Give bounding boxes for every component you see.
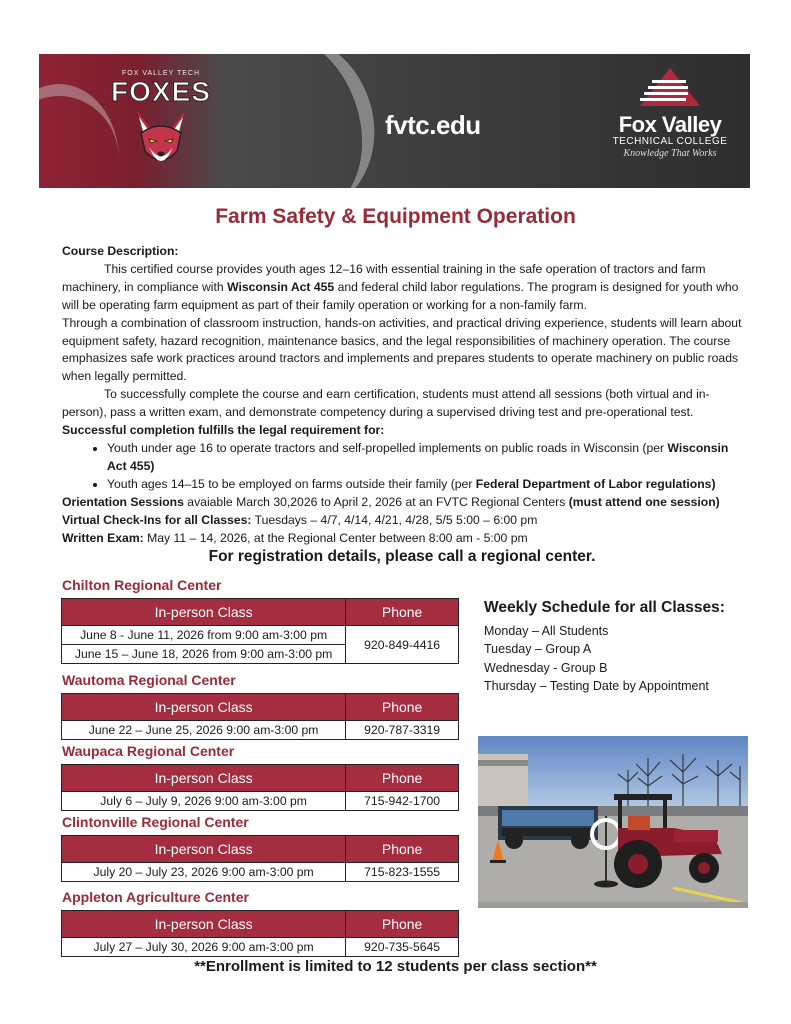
- class-dates: July 27 – July 30, 2026 9:00 am-3:00 pm: [62, 938, 346, 957]
- banner-swoosh-left: [39, 84, 119, 188]
- orientation-text: avaiable March 30,2026 to April 2, 2026 at an FVTC Regional Centers: [183, 494, 569, 509]
- center-phone: 920-735-5645: [346, 938, 459, 957]
- page-title: Farm Safety & Equipment Operation: [215, 205, 576, 228]
- center-title-wautoma: Wautoma Regional Center: [62, 672, 236, 688]
- center-title-clintonville: Clintonville Regional Center: [62, 814, 249, 830]
- registration-callout: For registration details, please call a regional center.: [208, 548, 596, 566]
- class-dates: July 20 – July 23, 2026 9:00 am-3:00 pm: [62, 863, 346, 882]
- enrollment-note: **Enrollment is limited to 12 students per class section**: [194, 958, 597, 975]
- weekly-item-monday: Monday – All Students: [484, 624, 609, 638]
- description-label: Course Description:: [62, 244, 179, 258]
- schedule-table-appleton: [61, 910, 459, 957]
- weekly-item-wednesday: Wednesday - Group B: [484, 660, 608, 675]
- course-description: [62, 243, 742, 567]
- header-banner: [39, 54, 750, 188]
- legal-item-1-ref: Wisconsin Act 455): [107, 440, 729, 473]
- legal-item-1-text: Youth under age 16 to operate tractors and self-propelled implements on public roads in Wisconsin (per: [107, 440, 668, 455]
- schedule-table-clintonville: [61, 835, 459, 882]
- table-header-class: In-person Class: [62, 599, 346, 626]
- center-title-waupaca: Waupaca Regional Center: [62, 743, 235, 759]
- fox-mascot-icon: [131, 107, 191, 171]
- center-phone: 920-787-3319: [346, 721, 459, 740]
- schedule-table-waupaca: [61, 764, 459, 811]
- class-dates: June 8 - June 11, 2026 from 9:00 am-3:00 pm: [62, 626, 346, 645]
- center-title-appleton: Appleton Agriculture Center: [62, 889, 249, 905]
- exam-label: Written Exam:: [62, 530, 144, 545]
- legal-heading: Successful completion fulfills the legal requirement for:: [62, 423, 385, 438]
- center-phone: 715-942-1700: [346, 792, 459, 811]
- description-paragraph-3: To successfully complete the course and earn certification, students must attend all sessions (both virtual and in-person), pass a written exam, and demonstrate competency during a supervised driving test and pre-operational test.: [62, 387, 710, 420]
- legal-item-2-text: Youth ages 14–15 to be employed on farms outside their family (per: [107, 476, 476, 491]
- description-paragraph-2: Through a combination of classroom instruction, hands-on activities, and practical driving experience, students will learn about equipment safety, hazard recognition, maintenance basics, and the legal responsibilities of machinery operation. The course emphasizes safe work practices around tractors and implements and prepares students to operate machinery on public roads when legally permitted.: [62, 315, 742, 384]
- table-header-phone: Phone: [346, 911, 459, 938]
- center-phone: 920-849-4416: [346, 626, 459, 664]
- schedule-table-chilton: [61, 598, 459, 664]
- table-header-class: In-person Class: [62, 694, 346, 721]
- description-paragraph-1: [62, 261, 742, 315]
- weekly-schedule-title: Weekly Schedule for all Classes:: [484, 599, 725, 616]
- virtual-text: Tuesdays – 4/7, 4/14, 4/21, 4/28, 5/5 5:00 – 6:00 pm: [251, 512, 538, 527]
- foxes-tagline: FOX VALLEY TECH: [121, 70, 201, 77]
- orientation-note: (must attend one session): [568, 494, 720, 509]
- banner-swoosh: [195, 54, 397, 188]
- website-url: fvtc.edu: [385, 110, 481, 140]
- table-header-phone: Phone: [346, 836, 459, 863]
- class-dates: June 22 – June 25, 2026 9:00 am-3:00 pm: [62, 721, 346, 740]
- legal-item-2: [107, 476, 742, 494]
- legal-list: [62, 440, 742, 494]
- p1-text: This certified course provides youth ages 12–16 with essential training in the safe operation of tractors and farm machinery, in compliance with: [62, 261, 706, 294]
- orientation-label: Orientation Sessions: [62, 494, 184, 509]
- table-header-phone: Phone: [346, 765, 459, 792]
- college-tagline: Knowledge That Works: [623, 148, 717, 159]
- weekly-item-tuesday: Tuesday – Group A: [484, 642, 592, 657]
- fvtc-logo: [605, 66, 735, 160]
- table-header-class: In-person Class: [62, 765, 346, 792]
- foxes-wordmark: FOXES: [111, 76, 211, 107]
- foxes-logo: [109, 70, 213, 171]
- virtual-line: [62, 512, 742, 530]
- tractor-photo: [478, 736, 748, 908]
- table-header-class: In-person Class: [62, 836, 346, 863]
- table-header-class: In-person Class: [62, 911, 346, 938]
- center-phone: 715-823-1555: [346, 863, 459, 882]
- p1-text-cont: and federal child labor regulations. The program is designed for youth who will be operating farm equipment as part of their family operation or working for a non-family farm.: [62, 279, 739, 312]
- center-title-chilton: Chilton Regional Center: [62, 577, 222, 593]
- table-header-phone: Phone: [346, 694, 459, 721]
- exam-line: [62, 530, 742, 548]
- class-dates: June 15 – June 18, 2026 from 9:00 am-3:00 pm: [62, 645, 346, 664]
- schedule-table-wautoma: [61, 693, 459, 740]
- legal-item-2-ref: Federal Department of Labor regulations): [475, 476, 716, 491]
- college-subtitle: TECHNICAL COLLEGE: [612, 136, 728, 147]
- tractor-illustration: [478, 736, 748, 908]
- weekly-schedule: [484, 598, 725, 695]
- class-dates: July 6 – July 9, 2026 9:00 am-3:00 pm: [62, 792, 346, 811]
- virtual-label: Virtual Check-Ins for all Classes:: [62, 512, 252, 527]
- college-name: Fox Valley: [618, 112, 722, 137]
- fvtc-logo-mark-icon: [638, 66, 702, 110]
- orientation-line: [62, 494, 742, 512]
- table-header-phone: Phone: [346, 599, 459, 626]
- legal-item-1: [107, 440, 742, 476]
- p1-act-reference: Wisconsin Act 455: [227, 279, 335, 294]
- weekly-item-thursday: Thursday – Testing Date by Appointment: [484, 678, 709, 693]
- exam-text: May 11 – 14, 2026, at the Regional Center between 8:00 am - 5:00 pm: [143, 530, 528, 545]
